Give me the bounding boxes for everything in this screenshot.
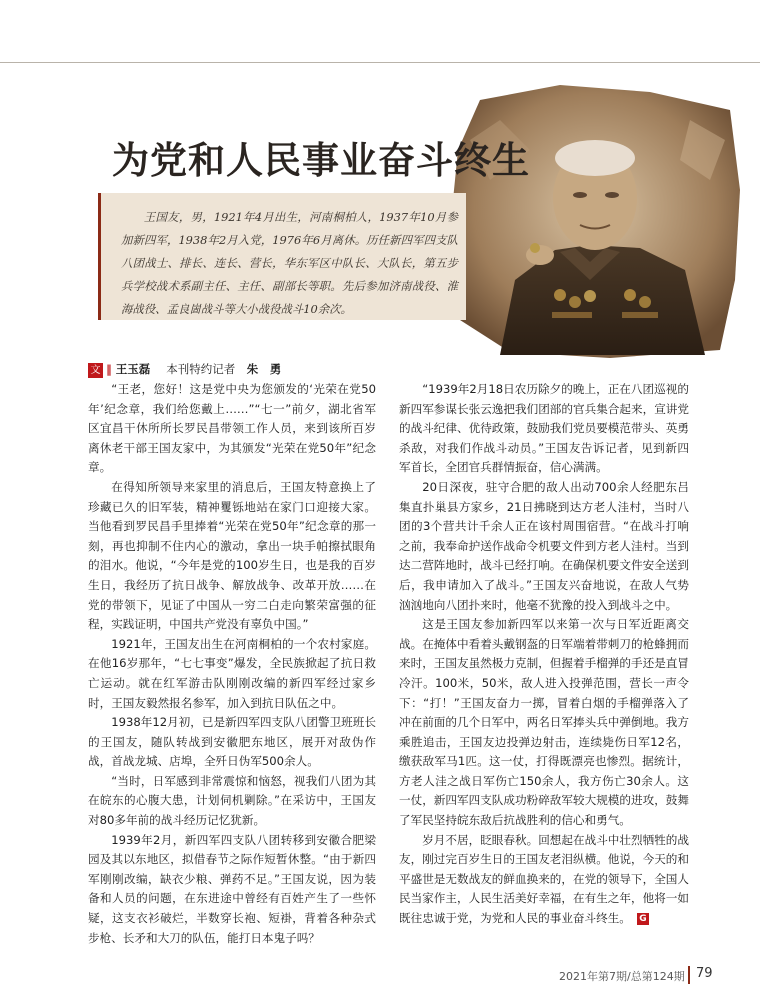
end-mark-icon: G (637, 913, 649, 925)
page-number: 79 (696, 966, 713, 981)
bio-box (98, 193, 466, 320)
paragraph: 在得知所领导来家里的消息后，王国友特意换上了珍藏已久的旧军装，精神矍铄地站在家门口迎接大家。当他看到罗民昌手里捧着“光荣在党50年”纪念章的那一刻，再也抑制不住内心的激动，拿出一块手帕擦拭眼角的泪水。他说，“今年是党的100岁生日，也是我的百岁生日，我经历了抗日战争、解放战争、改革开放……在党的带领下，见证了中国从一穷二白走向繁荣富强的征程，实践证明，中国共产党没有辜负中国。” (88, 479, 376, 632)
portrait-photo (440, 80, 745, 360)
right-column (399, 380, 689, 929)
byline-mark: 文 (88, 363, 103, 378)
paragraph-last-text: 岁月不居，眨眼春秋。回想起在战斗中壮烈牺牲的战友，刚过完百岁生日的王国友老泪纵横。他说，今天的和平盛世是无数战友的鲜血换来的，在党的领导下，全国人民当家作主，人民生活美好幸福，在有生之年，他将一如既往忠诚于党，为党和人民的事业奋斗终生。 (399, 832, 689, 926)
left-column (88, 380, 376, 948)
paragraph: “当时，日军感到非常震惊和恼怒，视我们八团为其在皖东的心腹大患，计划伺机剿除。”在采访中，王国友对80多年前的战斗经历记忆犹新。 (88, 773, 376, 828)
paragraph-last (399, 831, 689, 929)
page-footer (0, 966, 760, 988)
paragraph: 1939年2月，新四军四支队八团转移到安徽合肥梁园及其以东地区，拟借春节之际作短暂休整。“由于新四军刚刚改编，缺衣少粮、弹药不足。”王国友说，因为装备和人员的问题，在东进途中曾经有百姓产生了一些怀疑，这支衣衫破烂，半数穿长袍、短褂，背着各种杂式步枪、长矛和大刀的队伍，能打日本鬼子吗？ (88, 832, 376, 945)
byline-author: 王玉磊 (115, 362, 151, 376)
paragraph: 20日深夜，驻守合肥的敌人出动700余人经肥东吕集直扑巢县方家乡，21日拂晓到达方老人洼村，当时八团的3个营共计千余人正在该村周围宿营。“在战斗打响之前，我奉命护送作战命令机要文件到方老人洼村。当到达二营阵地时，战斗已经打响。在确保机要文件安全送到后，我申请加入了战斗。”王国友兴奋地说，在敌人气势汹汹地向八团扑来时，他毫不犹豫的投入到战斗之中。 (399, 479, 689, 612)
paragraph: 1921年，王国友出生在河南桐柏的一个农村家庭。在他16岁那年，“七七事变”爆发，全民族掀起了抗日救亡运动。就在红军游击队刚刚改编的新四军经过家乡时，王国友毅然报名参军，加入到抗日队伍之中。 (88, 636, 376, 710)
paragraph: 1938年12月初，已是新四军四支队八团警卫班班长的王国友，随队转战到安徽肥东地区，展开对敌伪作战，首战龙城、店埠，全歼日伪军500余人。 (88, 715, 376, 769)
paragraph: “王老，您好！这是党中央为您颁发的‘光荣在党50年’纪念章，我们给您戴上……”“七一”前夕，湖北省军区宜昌干休所所长罗民昌带领工作人员，来到该所百岁离休老干部王国友家中，为其颁发“光荣在党50年”纪念章。 (88, 382, 376, 475)
bio-text: 王国友，男，1921年4月出生，河南桐柏人，1937年10月参加新四军，1938年2月入党，1976年6月离休。历任新四军四支队八团战士、排长、连长、营长，华东军区中队长、大队长，第五步兵学校战术系副主任、主任、副部长等职。先后参加济南战役、淮海战役、孟良崮战斗等大小战役战斗10余次。 (121, 210, 458, 316)
byline-separator: ‖ (106, 362, 112, 376)
byline-role: 本刊特约记者 (166, 362, 236, 376)
paragraph: “1939年2月18日农历除夕的晚上，正在八团巡视的新四军参谋长张云逸把我们团部的官兵集合起来，宣讲党的战斗纪律、优待政策，鼓励我们党员要模范带头、英勇杀敌，对我们作战斗动员。”王国友告诉记者，见到新四军首长，全团官兵群情振奋，信心满满。 (399, 382, 689, 475)
footer-divider (688, 966, 690, 984)
byline (88, 360, 418, 378)
byline-reporter: 朱 勇 (246, 362, 282, 376)
article-title: 为党和人民事业奋斗终生 (112, 139, 530, 182)
issue-label: 2021年第7期/总第124期 (559, 970, 685, 983)
header-rule (0, 62, 760, 63)
paragraph: 这是王国友参加新四军以来第一次与日军近距离交战。在掩体中看着头戴钢盔的日军端着带刺刀的枪蜂拥而来时，王国友虽然极力克制，但握着手榴弹的手还是直冒冷汗。100米，50米，敌人进入投弹范围，营长一声令下：“打！”王国友奋力一掷，冒着白烟的手榴弹落入了冲在前面的几个日军中，两名日军捧头兵中弹倒地。我方乘胜追击，王国友边投弹边射击，连续毙伤日军12名，缴获敌军马1匹。这一仗，打得既漂亮也惨烈。据统计，方老人洼之战日军伤亡150余人，我方伤亡30余人。这一仗，新四军四支队成功粉碎敌军较大规模的进攻，鼓舞了军民坚持皖东敌后抗战胜利的信心和勇气。 (399, 617, 689, 828)
